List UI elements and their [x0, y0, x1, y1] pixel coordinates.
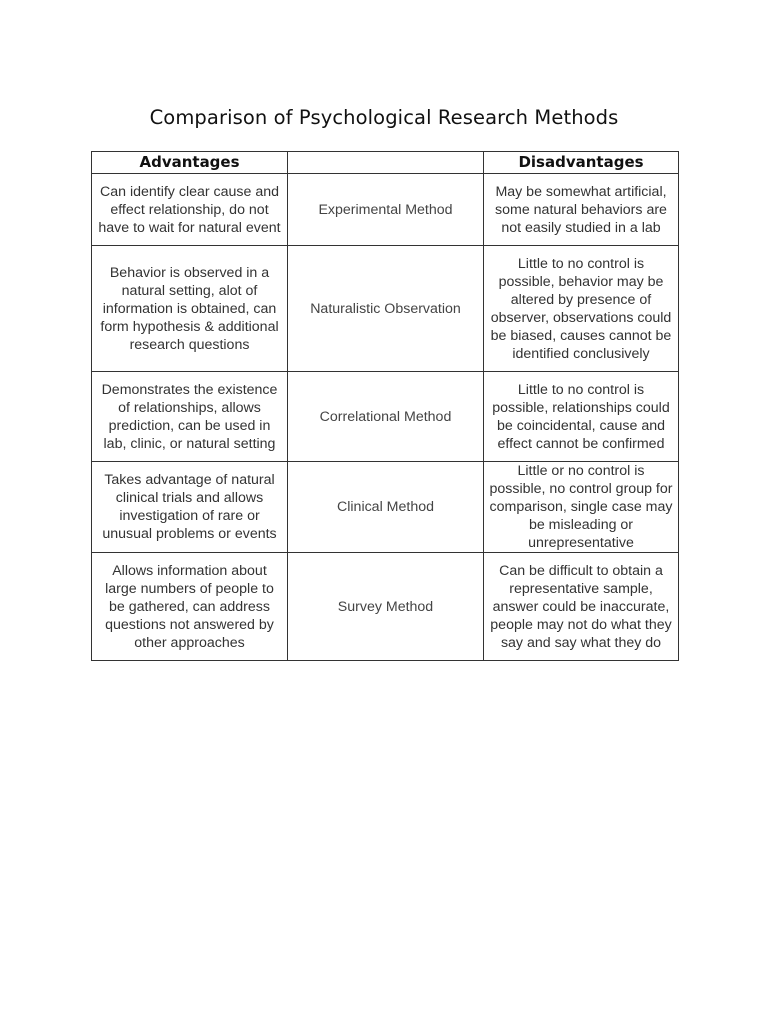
- advantages-cell: Demonstrates the existence of relationships, allows prediction, can be used in lab, clinic, or natural setting: [92, 372, 288, 462]
- table-row: [92, 372, 679, 462]
- table-row: [92, 553, 679, 661]
- header-disadvantages: Disadvantages: [484, 152, 679, 174]
- disadvantages-cell: Little to no control is possible, relationships could be coincidental, cause and effect cannot be confirmed: [484, 372, 679, 462]
- disadvantages-cell: Can be difficult to obtain a representative sample, answer could be inaccurate, people may not do what they say and say what they do: [484, 553, 679, 661]
- method-cell: Correlational Method: [288, 372, 484, 462]
- method-cell: Experimental Method: [288, 174, 484, 246]
- table-row: [92, 246, 679, 372]
- method-cell: Survey Method: [288, 553, 484, 661]
- disadvantages-cell: May be somewhat artificial, some natural behaviors are not easily studied in a lab: [484, 174, 679, 246]
- comparison-table: [91, 151, 679, 661]
- method-cell: Clinical Method: [288, 462, 484, 553]
- disadvantages-cell: Little or no control is possible, no control group for comparison, single case may be misleading or unrepresentative: [484, 462, 679, 553]
- header-advantages: Advantages: [92, 152, 288, 174]
- table-row: [92, 462, 679, 553]
- method-cell: Naturalistic Observation: [288, 246, 484, 372]
- advantages-cell: Takes advantage of natural clinical trials and allows investigation of rare or unusual problems or events: [92, 462, 288, 553]
- advantages-cell: Can identify clear cause and effect relationship, do not have to wait for natural event: [92, 174, 288, 246]
- table-row: [92, 174, 679, 246]
- disadvantages-cell: Little to no control is possible, behavior may be altered by presence of observer, observations could be biased, causes cannot be identified conclusively: [484, 246, 679, 372]
- advantages-cell: Allows information about large numbers of people to be gathered, can address questions not answered by other approaches: [92, 553, 288, 661]
- advantages-cell: Behavior is observed in a natural setting, alot of information is obtained, can form hypothesis & additional research questions: [92, 246, 288, 372]
- table-header-row: [92, 152, 679, 174]
- header-method: [288, 152, 484, 174]
- page-title: Comparison of Psychological Research Methods: [149, 106, 619, 129]
